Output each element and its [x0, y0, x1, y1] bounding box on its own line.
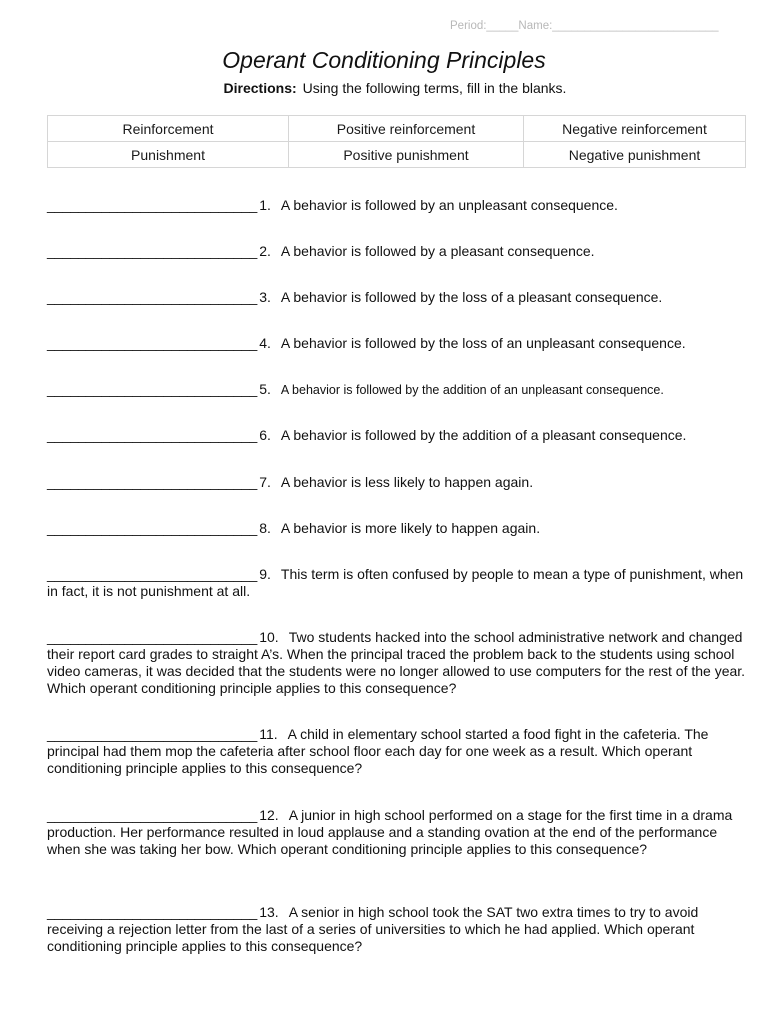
answer-blank[interactable]: ___________________________: [47, 427, 258, 443]
question-text: A child in elementary school started a food fight in the cafeteria. The principal had them mop the cafeteria after school floor each day for one week as a result. Which operant conditioning principle applies to this consequence?: [47, 726, 709, 776]
question-text: A behavior is followed by the loss of an unpleasant consequence.: [280, 335, 686, 351]
question-2: [47, 243, 747, 260]
question-7: [47, 474, 747, 491]
question-13: [47, 904, 747, 955]
directions-label: Directions:: [223, 80, 297, 96]
question-text: A behavior is followed by the loss of a pleasant consequence.: [280, 289, 663, 305]
question-number: 13.: [259, 904, 279, 920]
question-10: [47, 629, 747, 697]
answer-blank[interactable]: ___________________________: [47, 566, 258, 582]
question-number: 8.: [259, 520, 271, 536]
term-cell: Negative punishment: [524, 142, 746, 168]
question-number: 11.: [259, 726, 278, 742]
term-cell: Positive punishment: [289, 142, 524, 168]
terms-table: [47, 115, 746, 168]
answer-blank[interactable]: ___________________________: [47, 335, 258, 351]
answer-blank[interactable]: ___________________________: [47, 726, 258, 742]
terms-row: [48, 116, 746, 142]
question-number: 12.: [259, 807, 279, 823]
question-number: 1.: [259, 197, 271, 213]
directions: [0, 80, 768, 96]
question-8: [47, 520, 747, 537]
answer-blank[interactable]: ___________________________: [47, 197, 258, 213]
term-cell: Positive reinforcement: [289, 116, 524, 142]
answer-blank[interactable]: ___________________________: [47, 807, 258, 823]
question-9: [47, 566, 747, 600]
term-cell: Punishment: [48, 142, 289, 168]
question-text: A behavior is followed by the addition of a pleasant consequence.: [280, 427, 687, 443]
question-6: [47, 427, 747, 444]
answer-blank[interactable]: ___________________________: [47, 243, 258, 259]
question-number: 7.: [259, 474, 271, 490]
question-3: [47, 289, 747, 306]
question-number: 10.: [259, 629, 279, 645]
question-number: 2.: [259, 243, 271, 259]
answer-blank[interactable]: ___________________________: [47, 289, 258, 305]
question-text: A behavior is less likely to happen again.: [280, 474, 534, 490]
question-number: 9.: [259, 566, 271, 582]
period-name-line: Period:_____Name:__________________________: [450, 20, 719, 32]
question-text: A junior in high school performed on a stage for the first time in a drama production. Her performance resulted in loud applause and a standing ovation at the end of the performance when she was taking her bow. Which operant conditioning principle applies to this consequence?: [47, 807, 733, 857]
answer-blank[interactable]: ___________________________: [47, 904, 258, 920]
answer-blank[interactable]: ___________________________: [47, 381, 258, 397]
question-text: Two students hacked into the school administrative network and changed their report card grades to straight A’s. When the principal traced the problem back to the students using school video cameras, it was decided that the students were no longer allowed to use computers for the rest of the year. Which operant conditioning principle applies to this consequence?: [47, 629, 746, 696]
question-number: 5.: [259, 381, 271, 397]
question-1: [47, 197, 747, 214]
question-12: [47, 807, 747, 858]
question-5: [47, 381, 747, 399]
answer-blank[interactable]: ___________________________: [47, 474, 258, 490]
question-text: This term is often confused by people to mean a type of punishment, when in fact, it is not punishment at all.: [47, 566, 744, 599]
question-number: 4.: [259, 335, 271, 351]
question-11: [47, 726, 747, 777]
answer-blank[interactable]: ___________________________: [47, 520, 258, 536]
term-cell: Reinforcement: [48, 116, 289, 142]
question-4: [47, 335, 747, 352]
question-number: 3.: [259, 289, 271, 305]
directions-text: Using the following terms, fill in the blanks.: [302, 80, 567, 96]
question-text: A behavior is followed by a pleasant consequence.: [280, 243, 595, 259]
question-text: A senior in high school took the SAT two extra times to try to avoid receiving a rejection letter from the last of a series of universities to which he had applied. Which operant conditioning principle applies to this consequence?: [47, 904, 699, 954]
question-text: A behavior is followed by an unpleasant consequence.: [280, 197, 618, 213]
terms-row: [48, 142, 746, 168]
term-cell: Negative reinforcement: [524, 116, 746, 142]
answer-blank[interactable]: ___________________________: [47, 629, 258, 645]
question-text: A behavior is more likely to happen again.: [280, 520, 541, 536]
question-number: 6.: [259, 427, 271, 443]
page-title: Operant Conditioning Principles: [222, 47, 546, 73]
question-text: A behavior is followed by the addition of an unpleasant consequence.: [280, 383, 664, 397]
